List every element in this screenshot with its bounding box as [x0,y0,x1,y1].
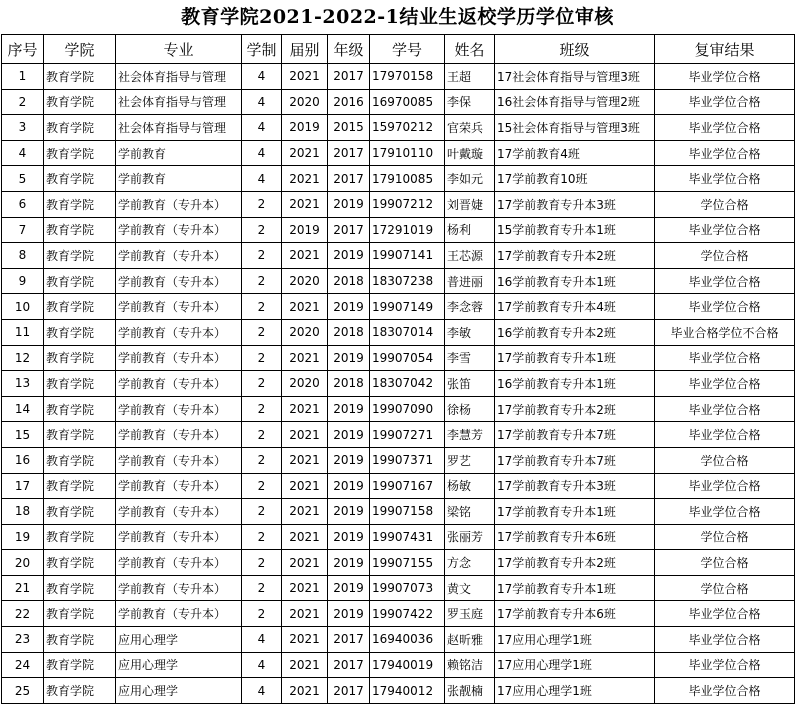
cell-duration: 2 [242,294,282,320]
cell-result: 毕业学位合格 [655,499,795,525]
cell-major: 社会体育指导与管理 [116,115,242,141]
cell-duration: 4 [242,166,282,192]
cell-result: 毕业学位合格 [655,473,795,499]
cell-college: 教育学院 [44,115,116,141]
cell-student-id: 17291019 [370,217,445,243]
cell-index: 24 [2,652,44,678]
cell-index: 15 [2,422,44,448]
cell-major: 学前教育（专升本） [116,371,242,397]
cell-index: 12 [2,345,44,371]
cell-class: 17学前教育专升本4班 [495,294,655,320]
page-title: 教育学院2021-2022-1结业生返校学历学位审核 [181,6,614,28]
cell-result: 毕业学位合格 [655,64,795,90]
table-row [2,396,795,422]
cell-result: 毕业学位合格 [655,294,795,320]
cell-result: 毕业学位合格 [655,166,795,192]
cell-class: 16学前教育专升本1班 [495,268,655,294]
cell-index: 4 [2,140,44,166]
cell-name: 黄文 [445,575,495,601]
cell-index: 3 [2,115,44,141]
cell-college: 教育学院 [44,524,116,550]
cell-class: 17学前教育专升本6班 [495,524,655,550]
cell-cohort: 2021 [282,550,328,576]
table-row [2,678,795,704]
cell-index: 6 [2,191,44,217]
cell-grade: 2017 [328,652,370,678]
cell-result: 毕业合格学位不合格 [655,319,795,345]
cell-cohort: 2021 [282,243,328,269]
cell-college: 教育学院 [44,575,116,601]
table-row [2,575,795,601]
header-cohort: 届别 [282,35,328,64]
cell-index: 25 [2,678,44,704]
table-row [2,652,795,678]
cell-cohort: 2021 [282,575,328,601]
cell-cohort: 2021 [282,64,328,90]
cell-index: 17 [2,473,44,499]
cell-name: 罗艺 [445,447,495,473]
cell-name: 叶戴璇 [445,140,495,166]
cell-college: 教育学院 [44,89,116,115]
table-row [2,268,795,294]
cell-result: 毕业学位合格 [655,627,795,653]
cell-student-id: 19907073 [370,575,445,601]
cell-grade: 2015 [328,115,370,141]
cell-cohort: 2020 [282,371,328,397]
cell-college: 教育学院 [44,422,116,448]
cell-grade: 2019 [328,473,370,499]
cell-duration: 2 [242,243,282,269]
cell-result: 学位合格 [655,524,795,550]
cell-grade: 2019 [328,191,370,217]
cell-grade: 2018 [328,268,370,294]
cell-class: 17应用心理学1班 [495,652,655,678]
cell-name: 徐杨 [445,396,495,422]
cell-index: 7 [2,217,44,243]
cell-student-id: 17940019 [370,652,445,678]
cell-duration: 4 [242,89,282,115]
cell-major: 社会体育指导与管理 [116,89,242,115]
cell-grade: 2019 [328,294,370,320]
cell-major: 学前教育（专升本） [116,294,242,320]
cell-result: 毕业学位合格 [655,678,795,704]
cell-student-id: 19907271 [370,422,445,448]
cell-class: 15学前教育专升本1班 [495,217,655,243]
cell-college: 教育学院 [44,396,116,422]
cell-major: 学前教育（专升本） [116,217,242,243]
table-row [2,601,795,627]
cell-college: 教育学院 [44,371,116,397]
table-row [2,447,795,473]
cell-duration: 2 [242,499,282,525]
table-row [2,319,795,345]
review-table [1,34,795,704]
cell-cohort: 2020 [282,319,328,345]
table-row [2,89,795,115]
cell-duration: 4 [242,115,282,141]
cell-college: 教育学院 [44,447,116,473]
cell-major: 学前教育（专升本） [116,550,242,576]
cell-index: 22 [2,601,44,627]
cell-class: 15社会体育指导与管理3班 [495,115,655,141]
cell-duration: 2 [242,447,282,473]
cell-college: 教育学院 [44,319,116,345]
cell-duration: 4 [242,627,282,653]
cell-class: 17学前教育4班 [495,140,655,166]
cell-student-id: 17910085 [370,166,445,192]
cell-cohort: 2021 [282,601,328,627]
table-row [2,371,795,397]
table-row [2,550,795,576]
cell-major: 学前教育（专升本） [116,447,242,473]
cell-class: 17学前教育专升本2班 [495,243,655,269]
cell-college: 教育学院 [44,678,116,704]
table-row [2,422,795,448]
cell-grade: 2017 [328,64,370,90]
cell-college: 教育学院 [44,217,116,243]
cell-class: 17社会体育指导与管理3班 [495,64,655,90]
cell-student-id: 15970212 [370,115,445,141]
cell-class: 16社会体育指导与管理2班 [495,89,655,115]
table-row [2,294,795,320]
cell-result: 学位合格 [655,575,795,601]
cell-college: 教育学院 [44,627,116,653]
cell-college: 教育学院 [44,140,116,166]
cell-index: 19 [2,524,44,550]
cell-index: 21 [2,575,44,601]
cell-result: 学位合格 [655,191,795,217]
table-row [2,499,795,525]
cell-index: 11 [2,319,44,345]
cell-index: 18 [2,499,44,525]
table-body [2,64,795,704]
cell-cohort: 2021 [282,191,328,217]
cell-grade: 2017 [328,627,370,653]
cell-name: 张靓楠 [445,678,495,704]
cell-result: 毕业学位合格 [655,396,795,422]
cell-class: 17学前教育专升本1班 [495,499,655,525]
cell-name: 王芯源 [445,243,495,269]
cell-major: 学前教育（专升本） [116,345,242,371]
cell-duration: 2 [242,601,282,627]
table-row [2,473,795,499]
cell-cohort: 2021 [282,422,328,448]
cell-duration: 4 [242,652,282,678]
cell-grade: 2018 [328,319,370,345]
header-name: 姓名 [445,35,495,64]
table-row [2,524,795,550]
cell-result: 毕业学位合格 [655,217,795,243]
cell-result: 毕业学位合格 [655,345,795,371]
table-row [2,115,795,141]
cell-grade: 2019 [328,575,370,601]
cell-grade: 2019 [328,601,370,627]
cell-grade: 2019 [328,345,370,371]
cell-major: 学前教育 [116,140,242,166]
cell-student-id: 19907422 [370,601,445,627]
cell-major: 学前教育（专升本） [116,268,242,294]
cell-result: 学位合格 [655,447,795,473]
cell-grade: 2019 [328,243,370,269]
cell-name: 方念 [445,550,495,576]
cell-index: 9 [2,268,44,294]
cell-major: 学前教育（专升本） [116,524,242,550]
cell-class: 17学前教育专升本7班 [495,422,655,448]
cell-duration: 2 [242,550,282,576]
cell-class: 17学前教育专升本6班 [495,601,655,627]
cell-college: 教育学院 [44,268,116,294]
cell-duration: 4 [242,64,282,90]
cell-result: 毕业学位合格 [655,652,795,678]
cell-major: 学前教育（专升本） [116,243,242,269]
cell-college: 教育学院 [44,499,116,525]
cell-name: 李敏 [445,319,495,345]
cell-college: 教育学院 [44,601,116,627]
cell-student-id: 19907141 [370,243,445,269]
cell-college: 教育学院 [44,243,116,269]
cell-duration: 4 [242,678,282,704]
cell-student-id: 19907054 [370,345,445,371]
cell-class: 17学前教育专升本1班 [495,345,655,371]
cell-class: 17应用心理学1班 [495,678,655,704]
cell-major: 学前教育（专升本） [116,319,242,345]
header-major: 专业 [116,35,242,64]
cell-duration: 2 [242,524,282,550]
cell-index: 2 [2,89,44,115]
table-row [2,243,795,269]
cell-grade: 2019 [328,499,370,525]
cell-cohort: 2021 [282,294,328,320]
cell-grade: 2017 [328,217,370,243]
cell-duration: 2 [242,217,282,243]
table-row [2,64,795,90]
cell-result: 毕业学位合格 [655,268,795,294]
header-college: 学院 [44,35,116,64]
cell-index: 16 [2,447,44,473]
cell-cohort: 2021 [282,166,328,192]
cell-name: 刘晋婕 [445,191,495,217]
cell-name: 普进丽 [445,268,495,294]
cell-name: 李慧芳 [445,422,495,448]
cell-duration: 2 [242,191,282,217]
cell-name: 李雪 [445,345,495,371]
table-row [2,217,795,243]
cell-name: 梁铭 [445,499,495,525]
cell-name: 赖铭洁 [445,652,495,678]
cell-college: 教育学院 [44,652,116,678]
table-row [2,627,795,653]
cell-name: 赵昕雅 [445,627,495,653]
cell-student-id: 18307042 [370,371,445,397]
cell-student-id: 19907149 [370,294,445,320]
cell-name: 罗玉庭 [445,601,495,627]
table-header-row [2,35,795,64]
cell-major: 学前教育（专升本） [116,575,242,601]
cell-college: 教育学院 [44,166,116,192]
cell-college: 教育学院 [44,473,116,499]
cell-cohort: 2021 [282,473,328,499]
header-grade: 年级 [328,35,370,64]
cell-cohort: 2021 [282,447,328,473]
cell-student-id: 19907371 [370,447,445,473]
cell-student-id: 16970085 [370,89,445,115]
cell-index: 23 [2,627,44,653]
cell-cohort: 2020 [282,89,328,115]
cell-duration: 2 [242,371,282,397]
cell-grade: 2017 [328,140,370,166]
cell-college: 教育学院 [44,294,116,320]
cell-cohort: 2020 [282,268,328,294]
cell-class: 17学前教育专升本1班 [495,575,655,601]
cell-grade: 2019 [328,550,370,576]
cell-index: 1 [2,64,44,90]
cell-index: 20 [2,550,44,576]
cell-student-id: 17970158 [370,64,445,90]
cell-result: 毕业学位合格 [655,115,795,141]
cell-result: 学位合格 [655,243,795,269]
cell-index: 8 [2,243,44,269]
cell-major: 学前教育（专升本） [116,473,242,499]
cell-student-id: 19907431 [370,524,445,550]
cell-result: 学位合格 [655,550,795,576]
header-class: 班级 [495,35,655,64]
cell-cohort: 2021 [282,345,328,371]
cell-grade: 2016 [328,89,370,115]
cell-name: 张丽芳 [445,524,495,550]
cell-student-id: 17910110 [370,140,445,166]
cell-class: 17学前教育专升本3班 [495,473,655,499]
cell-result: 毕业学位合格 [655,89,795,115]
cell-class: 17学前教育专升本3班 [495,191,655,217]
cell-class: 17学前教育10班 [495,166,655,192]
cell-cohort: 2021 [282,140,328,166]
cell-grade: 2017 [328,166,370,192]
header-student-id: 学号 [370,35,445,64]
cell-major: 应用心理学 [116,627,242,653]
cell-student-id: 19907090 [370,396,445,422]
cell-name: 李如元 [445,166,495,192]
cell-duration: 2 [242,345,282,371]
cell-grade: 2018 [328,371,370,397]
cell-cohort: 2021 [282,627,328,653]
cell-index: 5 [2,166,44,192]
cell-student-id: 17940012 [370,678,445,704]
cell-major: 应用心理学 [116,678,242,704]
cell-major: 学前教育（专升本） [116,396,242,422]
cell-college: 教育学院 [44,64,116,90]
cell-student-id: 16940036 [370,627,445,653]
cell-duration: 2 [242,575,282,601]
cell-major: 学前教育 [116,166,242,192]
cell-duration: 2 [242,268,282,294]
table-row [2,345,795,371]
cell-class: 17学前教育专升本7班 [495,447,655,473]
cell-index: 10 [2,294,44,320]
header-result: 复审结果 [655,35,795,64]
cell-name: 王超 [445,64,495,90]
cell-student-id: 18307014 [370,319,445,345]
cell-cohort: 2021 [282,678,328,704]
cell-grade: 2019 [328,447,370,473]
cell-result: 毕业学位合格 [655,140,795,166]
cell-student-id: 19907167 [370,473,445,499]
cell-cohort: 2019 [282,217,328,243]
cell-major: 社会体育指导与管理 [116,64,242,90]
header-index: 序号 [2,35,44,64]
cell-major: 学前教育（专升本） [116,191,242,217]
cell-name: 杨利 [445,217,495,243]
cell-major: 应用心理学 [116,652,242,678]
cell-duration: 2 [242,396,282,422]
cell-student-id: 18307238 [370,268,445,294]
table-row [2,191,795,217]
header-duration: 学制 [242,35,282,64]
cell-student-id: 19907212 [370,191,445,217]
cell-class: 16学前教育专升本2班 [495,319,655,345]
table-row [2,166,795,192]
cell-cohort: 2021 [282,396,328,422]
cell-cohort: 2019 [282,115,328,141]
table-row [2,140,795,166]
cell-college: 教育学院 [44,345,116,371]
cell-major: 学前教育（专升本） [116,601,242,627]
cell-index: 14 [2,396,44,422]
cell-major: 学前教育（专升本） [116,499,242,525]
cell-student-id: 19907158 [370,499,445,525]
cell-college: 教育学院 [44,550,116,576]
cell-duration: 4 [242,140,282,166]
cell-student-id: 19907155 [370,550,445,576]
cell-index: 13 [2,371,44,397]
cell-duration: 2 [242,422,282,448]
cell-name: 官荣兵 [445,115,495,141]
cell-name: 杨敏 [445,473,495,499]
cell-name: 张笛 [445,371,495,397]
cell-major: 学前教育（专升本） [116,422,242,448]
cell-grade: 2019 [328,524,370,550]
cell-class: 16学前教育专升本1班 [495,371,655,397]
cell-class: 17应用心理学1班 [495,627,655,653]
cell-result: 毕业学位合格 [655,371,795,397]
cell-college: 教育学院 [44,191,116,217]
cell-class: 17学前教育专升本2班 [495,396,655,422]
cell-duration: 2 [242,319,282,345]
cell-name: 李保 [445,89,495,115]
cell-result: 毕业学位合格 [655,422,795,448]
cell-name: 李念蓉 [445,294,495,320]
cell-cohort: 2021 [282,652,328,678]
cell-grade: 2017 [328,678,370,704]
cell-grade: 2019 [328,396,370,422]
cell-cohort: 2021 [282,524,328,550]
cell-grade: 2019 [328,422,370,448]
cell-result: 毕业学位合格 [655,601,795,627]
cell-class: 17学前教育专升本2班 [495,550,655,576]
cell-cohort: 2021 [282,499,328,525]
cell-duration: 2 [242,473,282,499]
